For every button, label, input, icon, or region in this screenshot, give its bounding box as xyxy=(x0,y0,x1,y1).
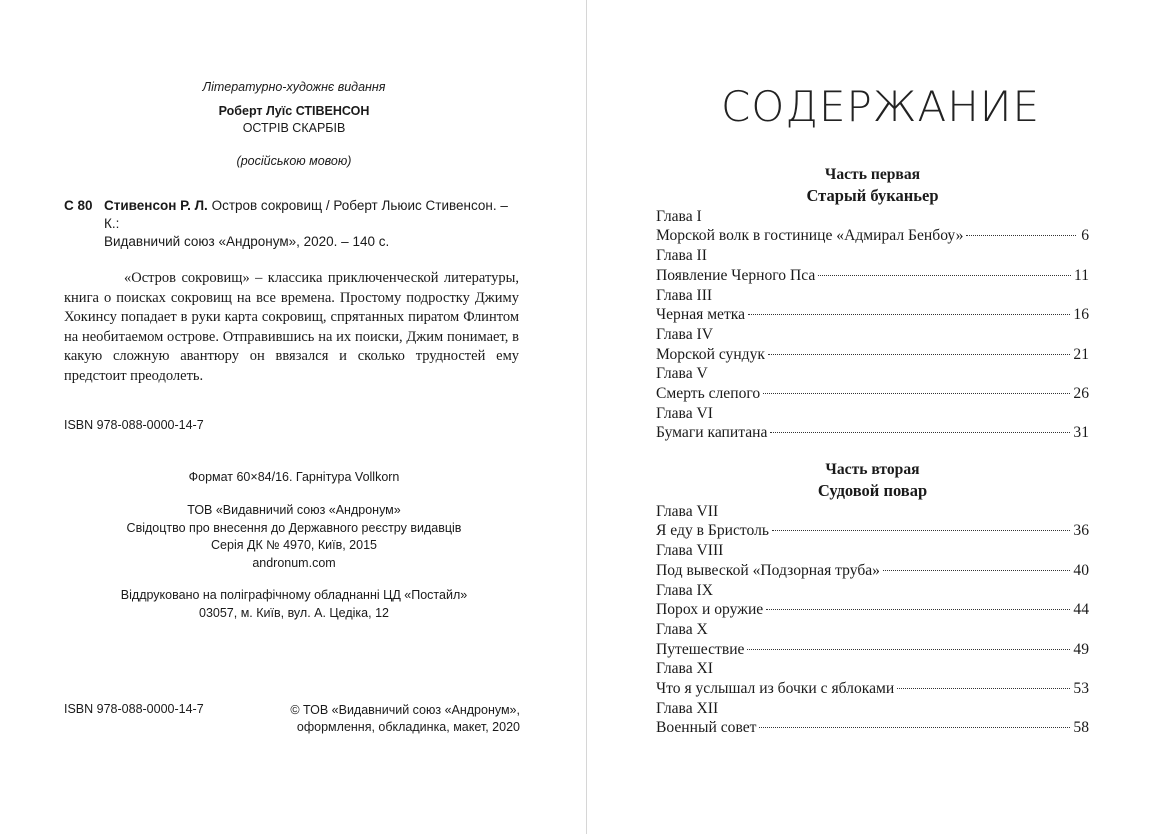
page-number: 58 xyxy=(1073,719,1089,737)
part-label: Часть первая xyxy=(824,166,921,183)
chapter-title: Я еду в Бристоль xyxy=(656,522,770,540)
chapter-title: Смерть слепого xyxy=(656,385,761,403)
dot-leader xyxy=(747,649,1070,650)
toc-entry[interactable] xyxy=(656,561,1089,581)
chapter-number: Глава X xyxy=(656,620,708,638)
chapter-number: Глава V xyxy=(656,365,708,383)
book-title-ua: ОСТРІВ СКАРБІВ xyxy=(242,121,346,135)
page-number: 21 xyxy=(1073,345,1089,363)
publisher-line: Серія ДК № 4970, Київ, 2015 xyxy=(211,538,377,552)
copyright-block xyxy=(290,702,520,736)
page-number: 53 xyxy=(1073,680,1089,698)
printing-line: 03057, м. Київ, вул. А. Цедіка, 12 xyxy=(199,606,389,620)
edition-type: Літературно-художнє видання xyxy=(202,80,386,94)
toc-entry[interactable] xyxy=(656,266,1089,286)
toc-part-2 xyxy=(656,460,1089,738)
dot-leader xyxy=(766,609,1070,610)
publisher-line: ТОВ «Видавничий союз «Андронум» xyxy=(187,503,401,517)
toc-entry[interactable] xyxy=(656,305,1089,325)
isbn-bottom: ISBN 978-088-0000-14-7 xyxy=(64,702,204,716)
toc-entry[interactable] xyxy=(656,423,1089,443)
toc-entry[interactable] xyxy=(656,521,1089,541)
dot-leader xyxy=(768,354,1070,355)
chapter-number: Глава IX xyxy=(656,581,713,599)
chapter-number: Глава III xyxy=(656,286,713,304)
chapter-title: Появление Черного Пса xyxy=(656,266,816,284)
toc-entry[interactable] xyxy=(656,226,1089,246)
printing-line: Віддруковано на поліграфічному обладнанні ЦД «Постайл» xyxy=(120,588,468,602)
chapter-number: Глава XII xyxy=(656,699,719,717)
contents-heading: СОДЕРЖАНИЕ xyxy=(720,82,1041,131)
publisher-block xyxy=(64,502,524,572)
language-note: (російською мовою) xyxy=(236,154,352,168)
format-line: Формат 60×84/16. Гарнітура Vollkorn xyxy=(188,470,400,484)
page-number: 49 xyxy=(1073,640,1089,658)
chapter-number: Глава IV xyxy=(656,325,713,343)
page-number: 31 xyxy=(1073,424,1089,442)
imprint-page xyxy=(0,0,586,834)
toc-entry[interactable] xyxy=(656,718,1089,738)
page-number: 40 xyxy=(1073,561,1089,579)
publisher-line: andronum.com xyxy=(252,555,336,570)
dot-leader xyxy=(772,530,1070,531)
page-number: 6 xyxy=(1081,227,1089,245)
chapter-number: Глава II xyxy=(656,247,707,265)
toc-entry[interactable] xyxy=(656,640,1089,660)
chapter-title: Морской сундук xyxy=(656,345,765,363)
chapter-number: Глава VIII xyxy=(656,542,724,560)
chapter-number: Глава VI xyxy=(656,404,713,422)
dot-leader xyxy=(966,235,1076,236)
page-number: 44 xyxy=(1073,601,1089,619)
copyright-line: © ТОВ «Видавничий союз «Андронум», xyxy=(290,703,520,717)
dot-leader xyxy=(763,393,1070,394)
part-name: Старый буканьер xyxy=(806,185,939,205)
catalog-code: С 80 xyxy=(64,198,93,213)
toc-entry[interactable] xyxy=(656,345,1089,365)
dot-leader xyxy=(818,275,1071,276)
chapter-title: Под вывеской «Подзорная труба» xyxy=(656,561,880,579)
page-number: 26 xyxy=(1073,385,1089,403)
publisher-line: Свідоцтво про внесення до Державного реєстру видавців xyxy=(126,520,462,535)
catalog-line1: Остров сокровищ / Роберт Льюис Стивенсон. – К.: xyxy=(104,198,508,231)
dot-leader xyxy=(897,688,1070,689)
chapter-number: Глава VII xyxy=(656,502,719,520)
part-label: Часть вторая xyxy=(825,461,920,478)
toc-part-1 xyxy=(656,165,1089,443)
chapter-title: Путешествие xyxy=(656,640,745,658)
dot-leader xyxy=(748,314,1070,315)
printing-block xyxy=(64,586,524,622)
page-number: 11 xyxy=(1073,266,1089,284)
author-name: Роберт Луїс СТІВЕНСОН xyxy=(218,104,370,118)
chapter-number: Глава I xyxy=(656,207,702,225)
contents-page xyxy=(587,0,1174,834)
catalog-line2: Видавничий союз «Андронум», 2020. – 140 с. xyxy=(104,234,390,249)
dot-leader xyxy=(883,570,1070,571)
dot-leader xyxy=(759,727,1070,728)
chapter-title: Черная метка xyxy=(656,306,746,324)
dot-leader xyxy=(770,432,1070,433)
chapter-title: Порох и оружие xyxy=(656,601,764,619)
toc-entry[interactable] xyxy=(656,600,1089,620)
isbn-top: ISBN 978-088-0000-14-7 xyxy=(64,418,204,432)
part-name: Судовой повар xyxy=(817,480,928,500)
page-number: 16 xyxy=(1073,306,1089,324)
chapter-number: Глава XI xyxy=(656,660,713,678)
chapter-title: Что я услышал из бочки с яблоками xyxy=(656,680,895,698)
annotation: «Остров сокровищ» – классика приключенческой литературы, книга о поисках сокровищ на все времена. Простому подростку Джиму Хокинсу попадает в руки карта сокровищ, спрятанных пиратом Флинтом на необитаемом острове. Отправившись на их поиски, Джим понимает, в какую сложную авантюру он ввязался и сколько трудностей ему предстоит преодолеть. xyxy=(64,270,519,384)
toc-entry[interactable] xyxy=(656,384,1089,404)
chapter-title: Морской волк в гостинице «Адмирал Бенбоу» xyxy=(656,227,964,245)
catalog-entry xyxy=(64,197,524,251)
catalog-author: Стивенсон Р. Л. xyxy=(104,198,208,213)
toc-entry[interactable] xyxy=(656,679,1089,699)
page-number: 36 xyxy=(1073,522,1089,540)
chapter-title: Военный совет xyxy=(656,719,757,737)
chapter-title: Бумаги капитана xyxy=(656,424,768,442)
copyright-line: оформлення, обкладинка, макет, 2020 xyxy=(296,720,520,734)
